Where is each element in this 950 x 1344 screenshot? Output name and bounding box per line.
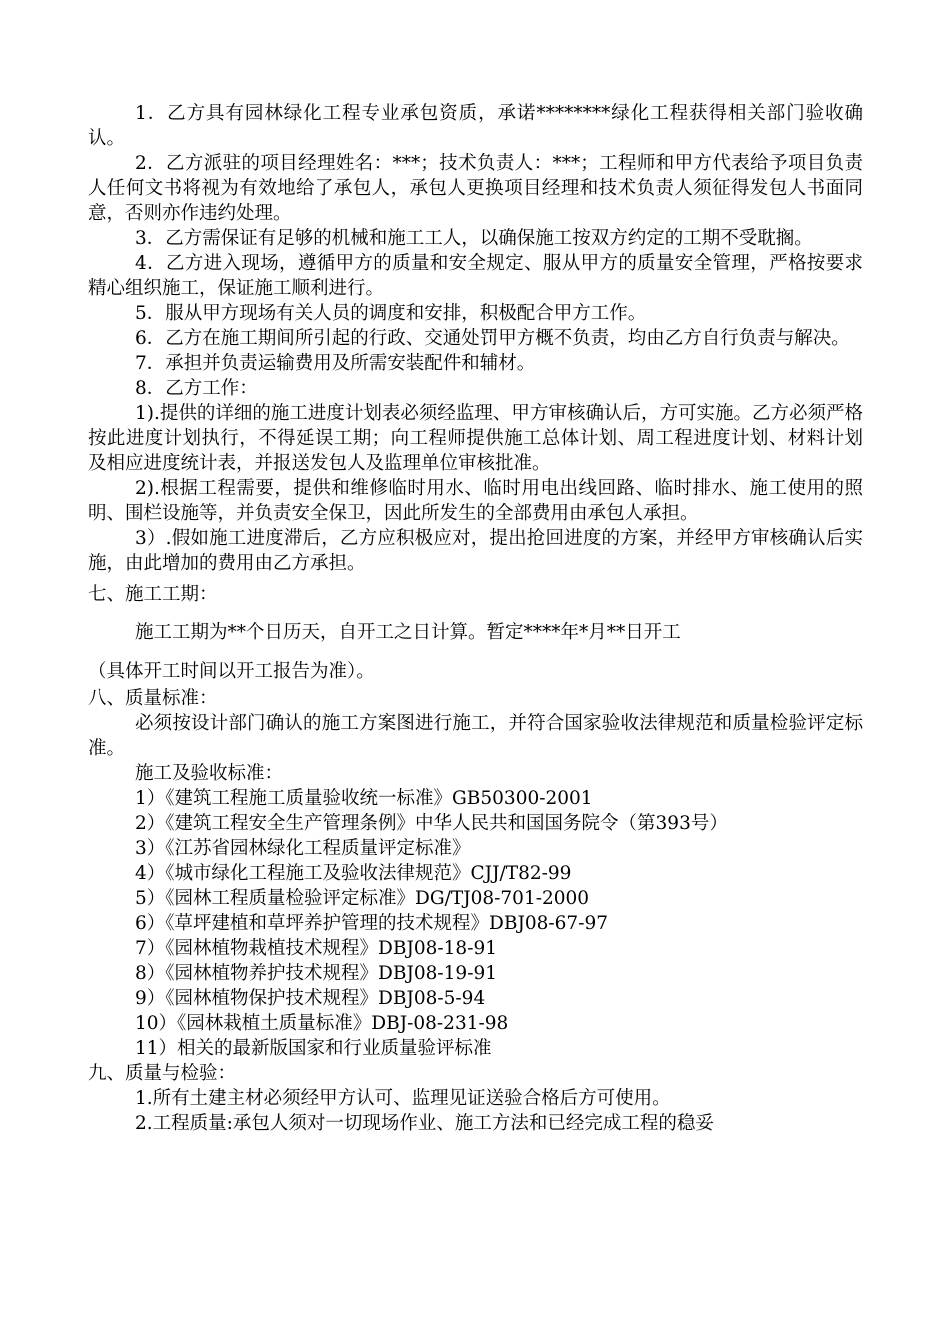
schedule-note: （具体开工时间以开工报告为准）。 [88,661,375,682]
obligation-item: 8．乙方工作： [135,378,258,399]
section-heading-quality-standard: 八、质量标准： [88,688,218,709]
quality-intro: 必须按设计部门确认的施工方案图进行施工，并符合国家验收法律规范和质量检验评定标准。 [88,713,863,759]
inspection-item: 1.所有土建主材必须经甲方认可、监理见证送验合格后方可使用。 [135,1088,671,1109]
standards-subheading: 施工及验收标准： [135,763,284,784]
standard-item: 5）《园林工程质量检验评定标准》DG/TJ08-701-2000 [135,888,590,909]
standard-item: 11）相关的最新版国家和行业质量验评标准 [135,1038,492,1059]
standard-item: 1）《建筑工程施工质量验收统一标准》GB50300-2001 [135,788,593,809]
standard-item: 3）《江苏省园林绿化工程质量评定标准》 [135,838,471,859]
section-heading-quality-inspection: 九、质量与检验： [88,1063,237,1084]
obligation-item: 6．乙方在施工期间所引起的行政、交通处罚甲方概不负责，均由乙方自行负责与解决。 [135,328,850,349]
standard-item: 7）《园林植物栽植技术规程》DBJ08-18-91 [135,938,497,959]
standards-list [88,786,863,1061]
schedule-line: 施工工期为**个日历天，自开工之日计算。暂定****年*月**日开工 [135,622,681,643]
obligation-item: 5．服从甲方现场有关人员的调度和安排，积极配合甲方工作。 [135,303,647,324]
standard-item: 9）《园林植物保护技术规程》DBJ08-5-94 [135,988,486,1009]
obligation-item: 1．乙方具有园林绿化工程专业承包资质，承诺********绿化工程获得相关部门验收确认。 [88,103,863,149]
obligation-item: 7．承担并负责运输费用及所需安装配件和辅材。 [135,353,536,374]
obligation-item: 3．乙方需保证有足够的机械和施工工人，以确保施工按双方约定的工期不受耽搁。 [135,228,813,249]
section-heading-schedule: 七、施工工期： [88,584,218,605]
standard-item: 8）《园林植物养护技术规程》DBJ08-19-91 [135,963,497,984]
standard-item: 4）《城市绿化工程施工及验收法律规范》CJJ/T82-99 [135,863,572,884]
party-b-obligations [88,101,863,576]
obligation-subitem: 2).根据工程需要，提供和维修临时用水、临时用电出线回路、临时排水、施工使用的照明、围栏设施等，并负责安全保卫，因此所发生的全部费用由承包人承担。 [88,478,863,524]
obligation-subitem: 3）.假如施工进度滞后，乙方应积极应对，提出抢回进度的方案，并经甲方审核确认后实施，由此增加的费用由乙方承担。 [88,528,863,574]
document-body [88,101,863,1136]
obligation-subitem: 1).提供的详细的施工进度计划表必须经监理、甲方审核确认后，方可实施。乙方必须严格按此进度计划执行，不得延误工期；向工程师提供施工总体计划、周工程进度计划、材料计划及相应进度统计表，并报送发包人及监理单位审核批准。 [88,403,863,474]
inspection-item: 2.工程质量:承包人须对一切现场作业、施工方法和已经完成工程的稳妥 [135,1113,714,1134]
standard-item: 10）《园林栽植土质量标准》DBJ-08-231-98 [135,1013,509,1034]
standard-item: 6）《草坪建植和草坪养护管理的技术规程》DBJ08-67-97 [135,913,608,934]
obligation-item: 2．乙方派驻的项目经理姓名：***；技术负责人：***；工程师和甲方代表给予项目负责人任何文书将视为有效地给了承包人，承包人更换项目经理和技术负责人须征得发包人书面同意，否则亦作违约处理。 [88,153,863,224]
standard-item: 2）《建筑工程安全生产管理条例》中华人民共和国国务院令（第393号） [135,813,728,834]
obligation-item: 4．乙方进入现场，遵循甲方的质量和安全规定、服从甲方的质量安全管理，严格按要求精心组织施工，保证施工顺利进行。 [88,253,863,299]
